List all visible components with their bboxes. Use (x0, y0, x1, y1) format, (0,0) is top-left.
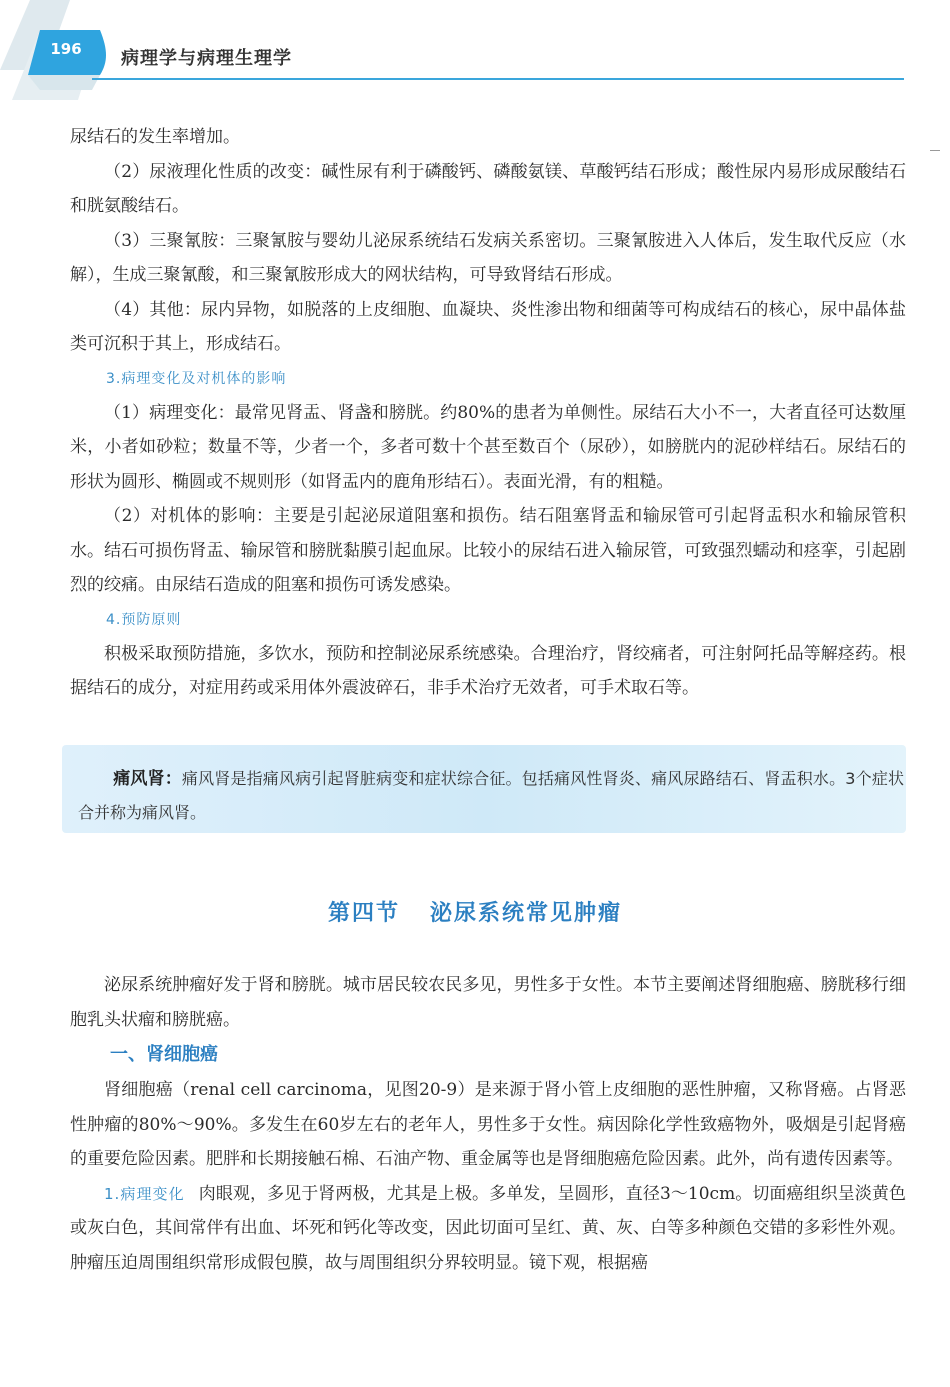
header-rule (92, 78, 904, 80)
paragraph: （2）尿液理化性质的改变：碱性尿有利于磷酸钙、磷酸氨镁、草酸钙结石形成；酸性尿内易形成尿酸结石和胱氨酸结石。 (70, 161, 906, 216)
subheading-prevention: 4.预防原则 (106, 611, 182, 628)
paragraph: 尿结石的发生率增加。 (70, 127, 240, 147)
heading-renal-cell-carcinoma: 一、肾细胞癌 (110, 1044, 218, 1065)
paragraph: （1）病理变化：最常见肾盂、肾盏和膀胱。约80%的患者为单侧性。尿结石大小不一，大者直径可达数厘米，小者如砂粒；数量不等，少者一个，多者可数十个甚至数百个（尿砂），如膀胱内的泥砂样结石。尿结石的形状为圆形、椭圆或不规则形（如肾盂内的鹿角形结石）。表面光滑，有的粗糙。 (70, 402, 906, 492)
page-header (0, 0, 950, 100)
main-text-bottom (70, 968, 906, 1280)
paragraph: 肾细胞癌（renal cell carcinoma，见图20-9）是来源于肾小管上皮细胞的恶性肿瘤，又称肾癌。占肾恶性肿瘤的80%～90%。多发生在60岁左右的老年人，男性多于女性。病因除化学性致癌物外，吸烟是引起肾癌的重要危险因素。肥胖和长期接触石棉、石油产物、重金属等也是肾细胞癌危险因素。此外，尚有遗传因素等。 (70, 1080, 906, 1169)
section-name: 泌尿系统常见肿瘤 (430, 900, 623, 926)
paragraph: （2）对机体的影响：主要是引起泌尿道阻塞和损伤。结石阻塞肾盂和输尿管可引起肾盂积水和输尿管积水。结石可损伤肾盂、输尿管和膀胱黏膜引起血尿。比较小的尿结石进入输尿管，可致强烈蠕动和痉挛，引起剧烈的绞痛。由尿结石造成的阻塞和损伤可诱发感染。 (70, 506, 906, 595)
subheading-pathology: 3.病理变化及对机体的影响 (106, 370, 287, 387)
paragraph: 泌尿系统肿瘤好发于肾和膀胱。城市居民较农民多见，男性多于女性。本节主要阐述肾细胞癌、膀胱移行细胞乳头状瘤和膀胱癌。 (70, 975, 906, 1030)
note-term: 痛风肾： (113, 769, 182, 789)
section-number: 第四节 (327, 900, 400, 926)
section-title (0, 896, 950, 927)
paragraph: （4）其他：尿内异物，如脱落的上皮细胞、血凝块、炎性渗出物和细菌等可构成结石的核心，尿中晶体盐类可沉积于其上，形成结石。 (70, 299, 906, 354)
note-box-text (78, 762, 904, 829)
book-title: 病理学与病理生理学 (121, 48, 292, 69)
paragraph: 积极采取预防措施，多饮水，预防和控制泌尿系统感染。合理治疗，肾绞痛者，可注射阿托品等解痉药。根据结石的成分，对症用药或采用体外震波碎石，非手术治疗无效者，可手术取石等。 (70, 643, 906, 698)
inline-text: 肉眼观，多见于肾两极，尤其是上极。多单发，呈圆形，直径3～10cm。切面癌组织呈淡黄色或灰白色，其间常伴有出血、坏死和钙化等改变，因此切面可呈红、黄、灰、白等多种颜色交错的多彩性外观。肿瘤压迫周围组织常形成假包膜，故与周围组织分界较明显。镜下观，根据癌 (70, 1183, 907, 1273)
paragraph: （3）三聚氰胺：三聚氰胺与婴幼儿泌尿系统结石发病关系密切。三聚氰胺进入人体后，发生取代反应（水解），生成三聚氰酸，和三聚氰胺形成大的网状结构，可导致肾结石形成。 (70, 230, 906, 285)
margin-mark (930, 150, 940, 151)
inline-subheading: 1.病理变化 (104, 1184, 185, 1203)
paragraph (70, 1177, 906, 1281)
note-body: 痛风肾是指痛风病引起肾脏病变和症状综合征。包括痛风性肾炎、痛风尿路结石、肾盂积水。3个症状合并称为痛风肾。 (78, 769, 904, 822)
main-text-top (70, 120, 906, 706)
page-number: 196 (50, 40, 82, 58)
